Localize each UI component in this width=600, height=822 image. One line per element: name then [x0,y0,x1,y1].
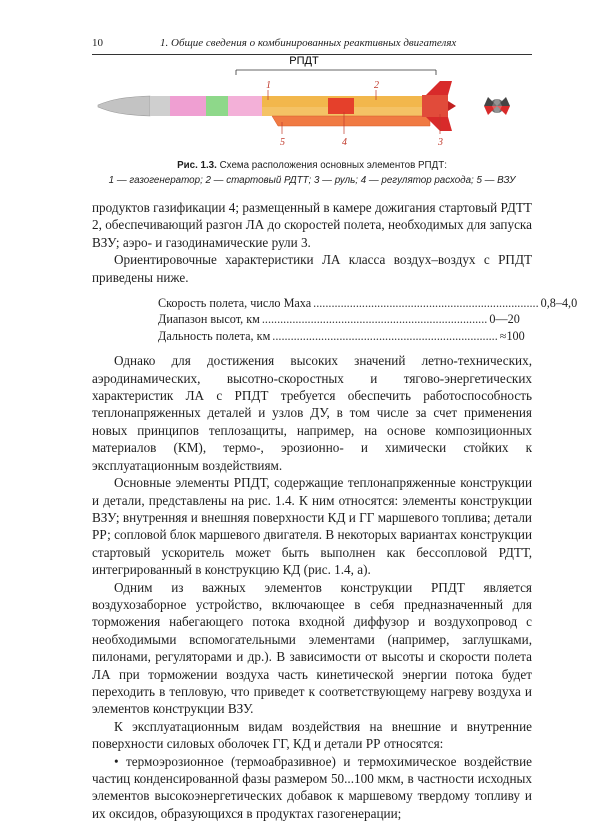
paragraph-5: Одним из важных элементов конструкции РПДТ является воздухозаборное устройство, включающее в себя предназначенный для торможения набегающего потока входной диффузор и воздухопровод с необходимыми вспомогательными элементами (например, заглушками, пилонами, регуляторами и др.). В зависимости от высоты и скорости полета ЛА при торможении воздуха часть кинетической энергии потока будет переходить в тепловую, что приведет к соответствующему нагреву воздуха и элементов конструкции ВЗУ. [92,579,532,717]
rear-view-highlight [492,96,502,116]
paragraph-3: Однако для достижения высоких значений летно-технических, аэродинамических, высотно-скоростных и тягово-энергетических характеристик ЛА с РПДТ требуется обеспечить работоспособность теплонапряженных деталей и узлов ДУ, в том числе за счет применения новых принципов теплозащиты, например, на основе композиционных материалов (КМ), термо-, эрозионно- и химически стойких к эксплуатационным воздействиям. [92,353,532,473]
spec-row: Скорость полета, число Маха .......................................................................... 0,8–4,0 [158,296,578,311]
gas-generator-section [170,96,206,116]
forward-body [150,96,170,116]
caption-title: Схема расположения основных элементов РПДТ: [219,160,447,171]
callout-3: 3 [438,137,443,148]
green-band [206,96,228,116]
nozzle [448,101,456,111]
callout-2: 2 [374,80,379,91]
spec-label: Диапазон высот, км [158,312,260,327]
caption-label: Рис. 1.3. [177,160,217,171]
spec-row: Дальность полета, км .......................................................................... ≈100 [158,328,525,343]
spec-label: Дальность полета, км [158,328,271,343]
paragraph-7-bullet: • термоэрозионное (термоабразивное) и термохимическое воздействие частиц конденсированной фазы размером 50...100 мкм, в частности исходных элементов высокоэнергетических добавок к маршевому твердому топливу и их оксидов, образующихся в продуктах газогенерации; [92,753,532,821]
upper-fin [426,81,452,95]
figure-label-rpdt: РПДТ [289,55,319,67]
spec-value: 0—20 [489,312,520,327]
spec-value: ≈100 [499,328,525,343]
spec-value: 0,8–4,0 [540,296,578,311]
figure-caption [92,158,532,188]
paragraph-1: продуктов газификации 4; размещенный в камере дожигания стартовый РДТТ 2, обеспечивающий разгон ЛА до скоростей полета, необходимых для запуска ВЗУ; аэро- и газодинамические рули 3. [92,200,532,250]
specs-table [158,295,578,344]
nose-cone [98,96,150,116]
pink-segment [228,96,262,116]
spec-label: Скорость полета, число Маха [158,296,312,311]
callout-1: 1 [266,80,271,91]
air-intake-duct [272,116,430,126]
missile-diagram [92,56,532,156]
page-number: 10 [92,37,103,49]
tail-section [422,95,448,117]
paragraph-6: К эксплуатационным видам воздействия на внешние и внутренние поверхности силовых оболочек ГГ, КД и детали РР относятся: [92,718,532,752]
chapter-title: 1. Общие сведения о комбинированных реактивных двигателях [160,37,457,49]
paragraph-2: Ориентировочные характеристики ЛА класса воздух–воздух с РПДТ приведены ниже. [92,252,532,285]
callout-4: 4 [342,137,347,148]
missile-figure [92,56,532,156]
paragraph-4: Основные элементы РПДТ, содержащие теплонапряженные конструкции и детали, представлены на рис. 1.4. К ним относятся: элементы конструкции ВЗУ; внутренняя и внешняя поверхности КД и ГГ маршевого топлива; детали РР; сопловой блок маршевого двигателя. В некоторых вариантах конструкции стартовый ускоритель может быть выполнен как бессопловой РДТТ, интегрированный в конструкцию КД (рис. 1.4, а). [92,475,532,578]
flow-regulator [328,98,354,114]
caption-legend: 1 — газогенератор; 2 — стартовый РДТТ; 3 — руль; 4 — регулятор расхода; 5 — ВЗУ [108,175,516,186]
running-head [92,36,532,55]
body-text [92,199,578,822]
callout-5: 5 [280,137,285,148]
spec-row: Диапазон высот, км .......................................................................... 0—20 [158,312,520,327]
